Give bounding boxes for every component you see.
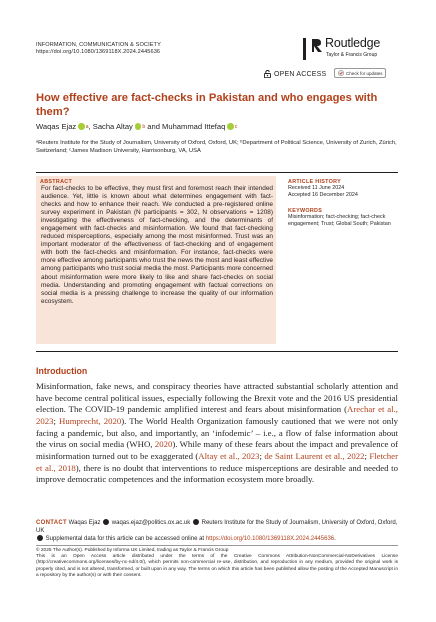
supplemental-suffix: . [334,536,336,542]
author-separator: and [145,122,163,131]
received-date: Received 11 June 2024 [288,185,345,191]
taylor-francis-mark-icon [301,38,309,60]
crossmark-icon [338,70,344,76]
introduction-heading: Introduction [36,366,88,376]
journal-header [36,42,161,57]
citation-link[interactable]: Humprecht, 2020 [59,415,122,426]
check-updates-label: Check for updates [346,70,383,76]
supplemental-note [36,535,398,542]
body-text-run: Misinformation, fake news, and conspiracy theories have attracted substantial scholarly attention and have become central political issues, especially following the Brexit vote and the 2016 US presidential election. The COVID-19 pandemic amplified interest and fears about misinformation ( [36,381,398,415]
body-text-run: ; [259,450,265,461]
publisher-subtitle: Taylor & Francis Group [326,52,378,58]
article-history [288,179,398,199]
orcid-icon[interactable] [227,123,234,130]
contact-info [36,519,398,535]
author-list [36,122,237,131]
author-name[interactable]: Sacha Altay [92,122,133,131]
body-paragraph [36,381,398,486]
contact-name: Waqas Ejaz [68,520,101,526]
author-name[interactable]: Waqas Ejaz [36,122,77,131]
author-affiliation-mark: c [234,123,238,130]
affiliations: ᵃReuters Institute for the Study of Journalism, University of Oxford, Oxford, UK; ᵇDepartment of Political Science, University of Zurich, Zürich, Switzerland; ᶜJames Madison University, Harrisonburg, VA, USA [36,140,397,154]
body-text-run: ; [364,450,370,461]
body-text-run: ). While many of these fears about the impact and prevalence of misinformation turned out to be exaggerated ( [36,439,398,461]
orcid-icon[interactable] [135,123,142,130]
article-title: How effective are fact-checks in Pakistan and who engages with them? [36,92,378,118]
open-access-label: OPEN ACCESS [274,70,327,78]
orcid-icon[interactable] [78,123,85,130]
journal-name: INFORMATION, COMMUNICATION & SOCIETY [36,42,161,48]
supplemental-link[interactable]: https://doi.org/10.1080/1369118X.2024.2445636 [205,536,335,542]
citation-link[interactable]: de Saint Laurent et al., 2022 [264,450,365,461]
keywords-block [288,208,398,228]
footer-divider [36,545,398,546]
author-affiliation-mark: b [142,123,146,130]
contact-email[interactable]: waqas.ejaz@politics.ox.ac.uk [111,520,191,526]
publisher-name: Routledge [325,36,381,50]
abstract-heading: ABSTRACT [40,179,73,185]
section-divider [36,172,398,173]
contact-institution: Reuters Institute for the Study of Journalism, University of Oxford, Oxford, UK [36,520,398,534]
author-name[interactable]: Muhammad Ittefaq [162,122,226,131]
open-lock-icon [264,70,271,78]
doi-link[interactable]: https://doi.org/10.1080/1369118X.2024.2445636 [36,49,161,56]
article-history-heading: ARTICLE HISTORY [288,179,342,185]
license-text: This is an Open Access article distributed under the terms of the Creative Commons Attribution-NonCommercial-NoDerivatives License (http://creativecommons.org/licenses/by-nc-nd/4.0/), which permits non-commercial re-use, distribution, and reproduction in any medium, provided the original work is properly cited, and is not altered, transformed, or built upon in any way. The terms on which this article has been published allow the posting of the Accepted Manuscript in a repository by the author(s) or with their consent. [36,554,398,578]
open-access-badge [264,70,326,78]
license-block [36,548,398,579]
citation-link[interactable]: Altay et al., 2023 [198,450,260,461]
accepted-date: Accepted 16 December 2024 [288,192,358,199]
citation-link[interactable]: Fletcher et al., 2018 [36,450,398,473]
author-affiliation-mark: a [85,123,89,130]
contact-label: CONTACT [36,520,67,526]
body-text-run: ). The World Health Organization famously cautioned that we were not only facing a pandemic, but also, and importantly, an ‘infodemic’ – i.e., a flow of false information about the virus on social media (WHO, [36,415,398,450]
body-text-run: ), there is no doubt that interventions to reduce misperceptions are desirable and needed to improve democratic competences and the information ecosystem more broadly. [36,462,398,485]
citation-link[interactable]: Arechar et al., 2023 [36,404,398,426]
email-icon [103,519,109,525]
keywords-heading: KEYWORDS [288,208,323,214]
institution-icon [193,519,199,525]
citation-link[interactable]: 2020 [154,439,173,450]
body-text-run: ; [53,415,60,426]
introduction-body [36,381,398,486]
keywords-text: Misinformation; fact-checking; fact-check engagement; Trust; Global South; Pakistan [288,214,391,228]
author-separator: , [88,122,93,131]
section-divider [36,351,398,352]
supplemental-icon [37,535,43,541]
check-updates-button[interactable] [334,68,386,78]
abstract-text: For fact-checks to be effective, they must first and foremost reach their intended audience. Yet, little is known about what determines engagement with fact-checks and how to enhance their reach. We conducted a pre-registered online survey experiment in Pakistan (N participants = 302, N observations = 1208) investigating the effectiveness of fact-checking, and the determinants of engagement with fact-checks and misinformation. We found that fact-checking reduced misperceptions, especially among the most misinformed. Trust was an important moderator of the effectiveness of fact-checking and of engagement with both the fact-checks and misinformation. For instance, fact-checks were more effective among participants who trust the news the most and least effective among participants who trust social media the most. Participants more concerned about misinformation were more likely to like and share fact-checks on social media. Understanding and promoting engagement with factual corrections on social media is a pressing challenge to increase the quality of our information ecosystem. [41,185,273,305]
supplemental-text: Supplemental data for this article can be accessed online at [45,536,206,542]
routledge-logo-icon [311,38,323,53]
copyright-line: © 2025 The Author(s). Published by Informa UK Limited, trading as Taylor & Francis Group [36,548,229,553]
